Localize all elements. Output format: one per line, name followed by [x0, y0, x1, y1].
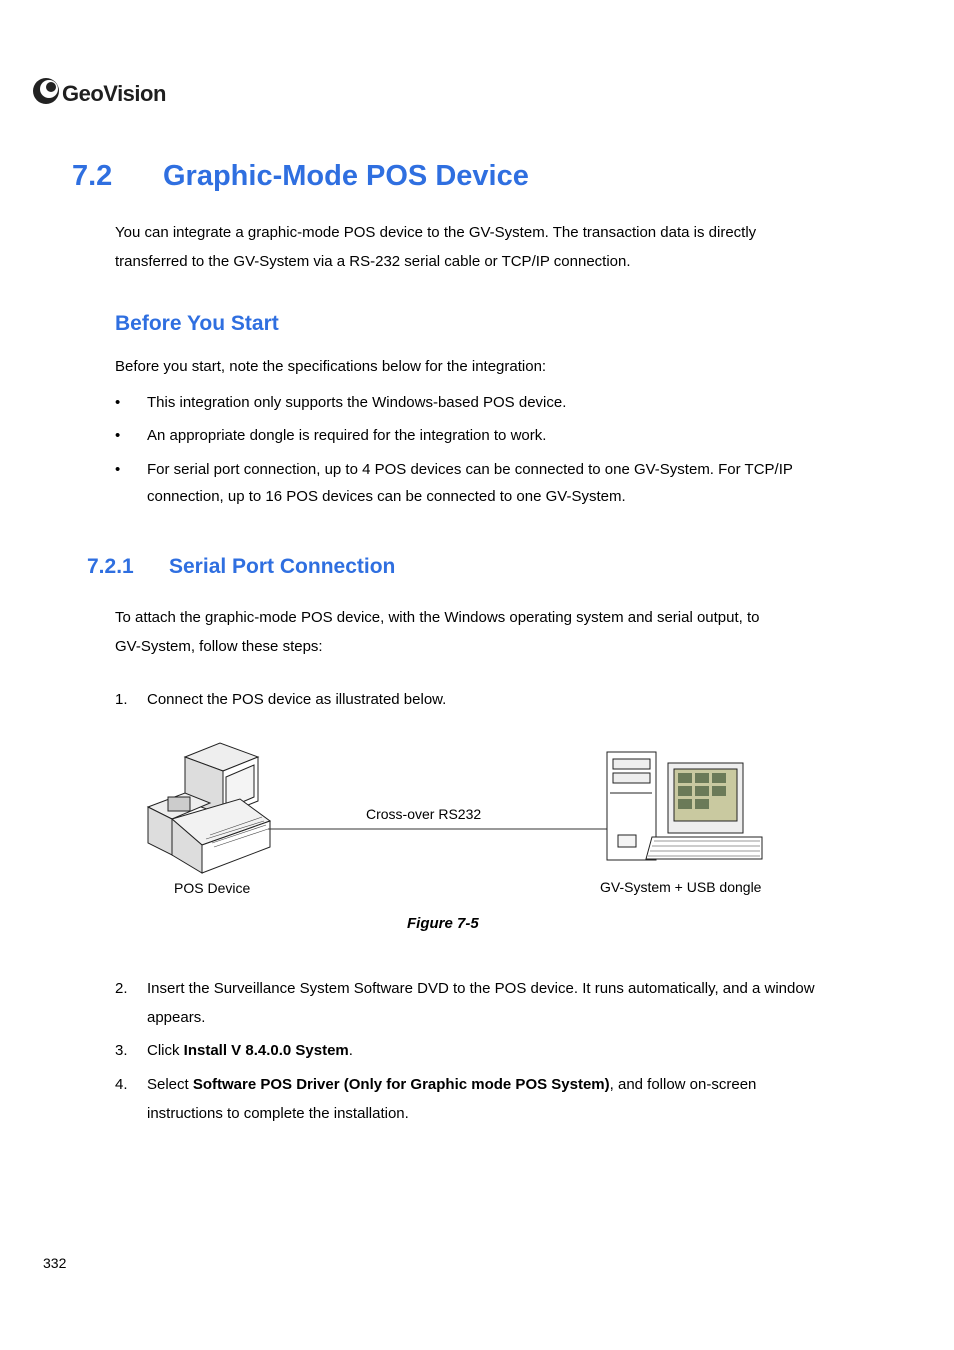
- bullet-dot: •: [115, 427, 121, 444]
- step-text-part: , and follow on-screen instructions to complete the installation.: [147, 1076, 757, 1122]
- step-text-part: Select: [147, 1076, 193, 1093]
- bullet-text: This integration only supports the Windows-based POS device.: [147, 394, 567, 411]
- figure-caption: Figure 7-5: [407, 915, 479, 932]
- subsection-title: Serial Port Connection: [169, 555, 396, 578]
- section-title: Graphic-Mode POS Device: [163, 160, 529, 192]
- connection-figure: [140, 735, 780, 910]
- before-you-start-lead: Before you start, note the specifications below for the integration:: [115, 358, 547, 375]
- subsection-intro: [115, 603, 760, 661]
- bullet-text: An appropriate dongle is required for the integration to work.: [147, 427, 547, 444]
- step-bold-part: Install V 8.4.0.0 System: [183, 1042, 349, 1059]
- logo-text: GeoVision: [62, 81, 166, 106]
- page-number: 332: [43, 1255, 67, 1271]
- cable-label: Cross-over RS232: [366, 806, 482, 822]
- pos-device-icon: [148, 743, 270, 873]
- step-bold-part: Software POS Driver (Only for Graphic mode POS System): [192, 1076, 610, 1093]
- geovision-logo: [30, 72, 180, 112]
- bullet-dot: •: [115, 394, 121, 411]
- gv-system-label: GV-System + USB dongle: [600, 879, 762, 895]
- step-number: 1.: [115, 691, 128, 708]
- step-text: Insert the Surveillance System Software DVD to the POS device. It runs automatically, and a window appears.: [147, 980, 815, 1026]
- geovision-logo-icon: [30, 72, 64, 108]
- section-intro: [115, 218, 756, 276]
- step-text: Connect the POS device as illustrated below.: [147, 691, 447, 708]
- step-text-part: .: [348, 1042, 353, 1059]
- subsection-intro-line-1: To attach the graphic-mode POS device, with the Windows operating system and serial output, to: [115, 609, 760, 626]
- section-intro-line-1: You can integrate a graphic-mode POS device to the GV-System. The transaction data is directly: [115, 224, 757, 241]
- pos-device-label: POS Device: [174, 880, 251, 896]
- subsection-number: 7.2.1: [87, 555, 134, 578]
- before-you-start-heading: Before You Start: [115, 312, 279, 335]
- section-intro-line-2: transferred to the GV-System via a RS-232 serial cable or TCP/IP connection.: [115, 253, 631, 270]
- step-text-part: Click: [147, 1042, 184, 1059]
- gv-system-icon: [607, 752, 762, 860]
- subsection-heading: [87, 555, 395, 579]
- subsection-intro-line-2: GV-System, follow these steps:: [115, 638, 323, 655]
- step-number: 3.: [115, 1042, 128, 1059]
- step-text: [147, 1070, 817, 1128]
- step-number: 2.: [115, 980, 128, 997]
- step-number: 4.: [115, 1076, 128, 1093]
- bullet-text: For serial port connection, up to 4 POS devices can be connected to one GV-System. For TCP/IP connection, up to 16 POS devices can be connected to one GV-System.: [147, 461, 793, 505]
- bullet-dot: •: [115, 461, 121, 478]
- section-heading: [72, 160, 529, 193]
- section-number: 7.2: [72, 160, 113, 192]
- step-text: [147, 1036, 847, 1065]
